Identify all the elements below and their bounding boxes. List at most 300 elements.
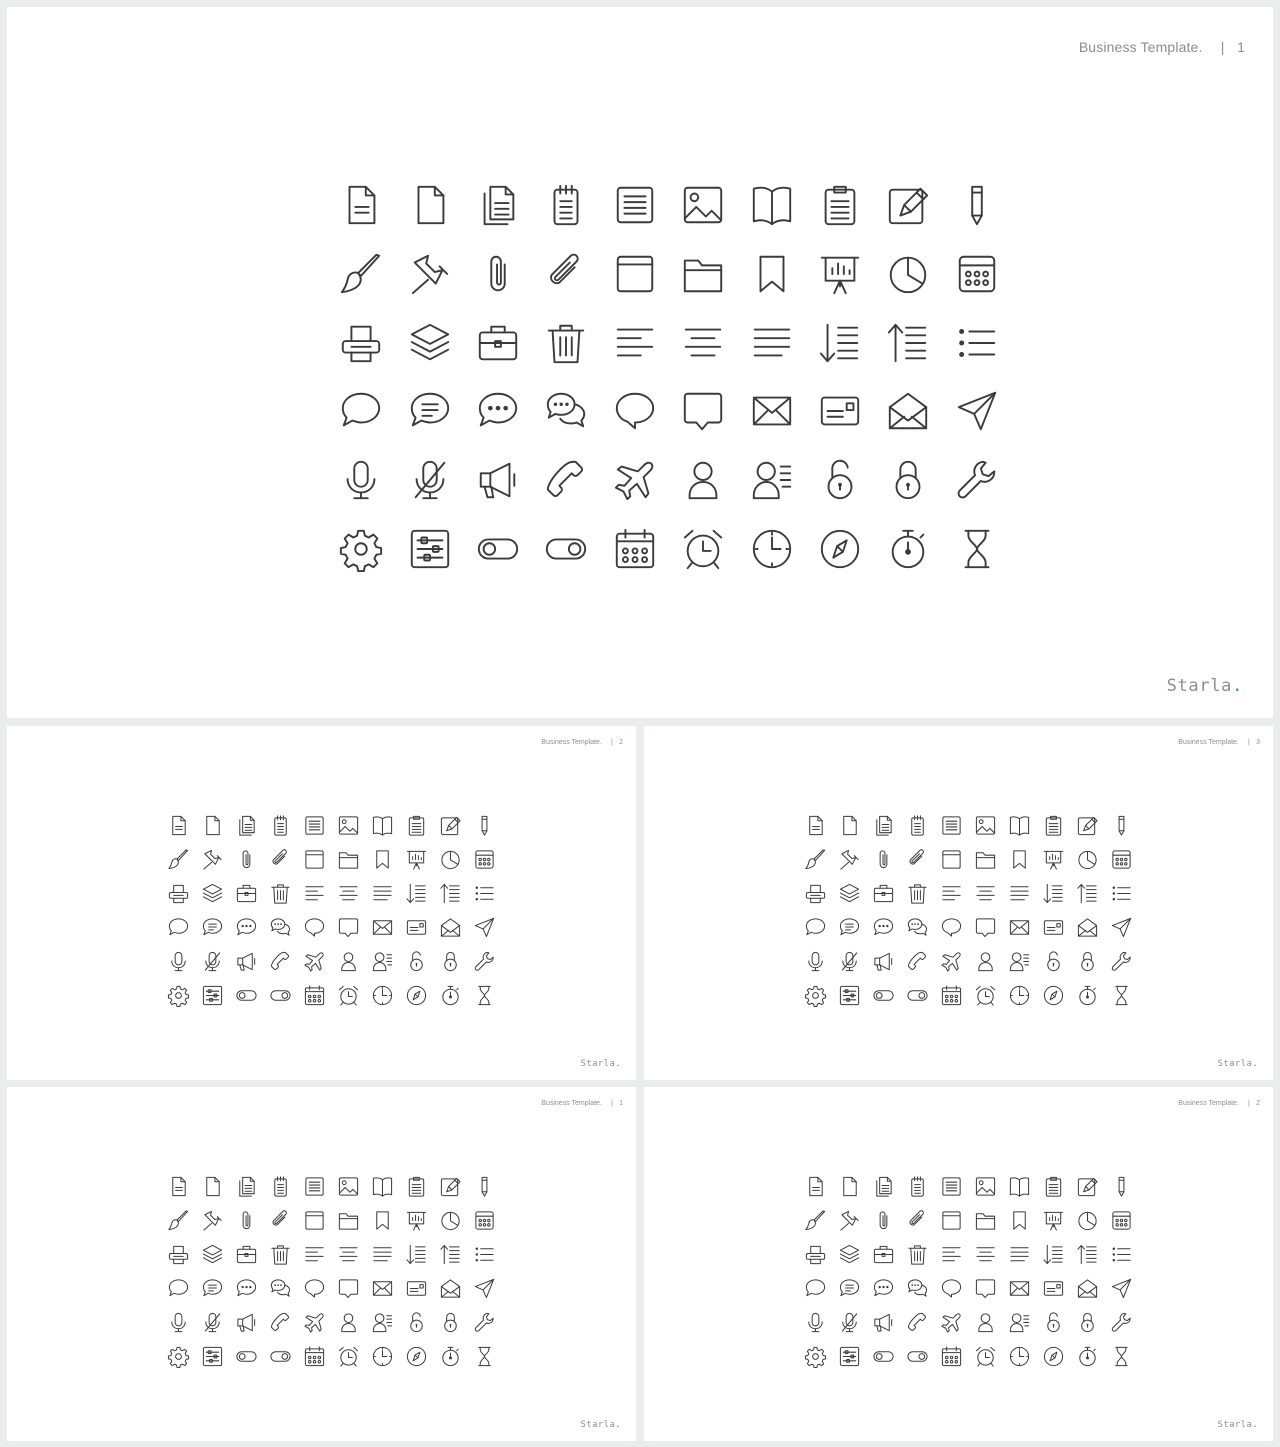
book-icon <box>1003 808 1037 842</box>
document-icon <box>798 1169 832 1203</box>
toggle-off-icon <box>464 514 532 583</box>
speech-bubble-alt-icon <box>297 1272 331 1306</box>
header-separator: | <box>610 1100 613 1107</box>
sort-descending-icon <box>400 1237 434 1271</box>
user-list-icon <box>366 945 400 979</box>
window-icon <box>934 842 968 876</box>
mail-icon <box>366 1272 400 1306</box>
postcard-icon <box>1037 1272 1071 1306</box>
toggle-off-icon <box>866 979 900 1013</box>
send-icon <box>1105 911 1139 945</box>
image-icon <box>331 808 365 842</box>
sort-descending-icon <box>1037 1237 1071 1271</box>
clipboard-icon <box>1037 1169 1071 1203</box>
copy-documents-icon <box>464 171 532 240</box>
bookmark-icon <box>1003 842 1037 876</box>
open-mail-icon <box>874 377 942 446</box>
briefcase-icon <box>866 1237 900 1271</box>
pencil-icon <box>1105 808 1139 842</box>
clipboard-icon <box>806 171 874 240</box>
speech-bubble-icon <box>161 1272 195 1306</box>
microphone-mute-icon <box>395 446 463 515</box>
wrench-icon <box>468 1306 502 1340</box>
layers-icon <box>832 1237 866 1271</box>
calendar-icon <box>297 1340 331 1374</box>
pushpin-icon <box>195 842 229 876</box>
book-icon <box>366 1169 400 1203</box>
paperclip-diagonal-icon <box>900 842 934 876</box>
page-number: 1 <box>1237 39 1245 55</box>
brand-name: Starla <box>1217 1059 1253 1069</box>
pie-chart-icon <box>434 842 468 876</box>
postcard-icon <box>1037 911 1071 945</box>
phone-icon <box>900 945 934 979</box>
slide-thumbnail-2[interactable] <box>644 726 1273 1080</box>
user-icon <box>331 1306 365 1340</box>
notepad-icon <box>263 1169 297 1203</box>
microphone-mute-icon <box>195 1306 229 1340</box>
toggle-off-icon <box>229 979 263 1013</box>
clock-icon <box>737 514 805 583</box>
microphone-icon <box>798 945 832 979</box>
square-bubble-icon <box>669 377 737 446</box>
pie-chart-icon <box>1071 1203 1105 1237</box>
trash-icon <box>263 1237 297 1271</box>
chat-dots-icon <box>229 1272 263 1306</box>
folder-icon <box>331 842 365 876</box>
align-center-icon <box>331 1237 365 1271</box>
microphone-icon <box>798 1306 832 1340</box>
bookmark-icon <box>737 240 805 309</box>
paperclip-icon <box>229 842 263 876</box>
lock-icon <box>434 1306 468 1340</box>
mail-icon <box>737 377 805 446</box>
stopwatch-icon <box>434 979 468 1013</box>
align-left-icon <box>934 876 968 910</box>
wrench-icon <box>1105 945 1139 979</box>
brand-logo <box>581 1420 621 1430</box>
printer-icon <box>798 1237 832 1271</box>
sliders-icon <box>195 1340 229 1374</box>
copy-documents-icon <box>866 1169 900 1203</box>
megaphone-icon <box>866 1306 900 1340</box>
phone-icon <box>263 1306 297 1340</box>
alarm-clock-icon <box>669 514 737 583</box>
chat-text-icon <box>195 1272 229 1306</box>
microphone-mute-icon <box>195 945 229 979</box>
airplane-icon <box>297 1306 331 1340</box>
unlock-icon <box>400 945 434 979</box>
header-separator: | <box>610 739 613 746</box>
icon-grid <box>161 808 502 1013</box>
blank-page-icon <box>395 171 463 240</box>
slide-header <box>1178 739 1260 746</box>
header-title: Business Template. <box>541 739 602 746</box>
clock-icon <box>366 979 400 1013</box>
chat-text-icon <box>195 911 229 945</box>
notepad-icon <box>900 1169 934 1203</box>
megaphone-icon <box>229 945 263 979</box>
alarm-clock-icon <box>968 979 1002 1013</box>
window-icon <box>934 1203 968 1237</box>
layers-icon <box>832 876 866 910</box>
text-document-icon <box>297 1169 331 1203</box>
copy-documents-icon <box>229 808 263 842</box>
trash-icon <box>532 308 600 377</box>
lock-icon <box>1071 945 1105 979</box>
window-icon <box>601 240 669 309</box>
postcard-icon <box>400 1272 434 1306</box>
slide-thumbnail-1[interactable] <box>7 726 636 1080</box>
pencil-icon <box>468 1169 502 1203</box>
header-title: Business Template. <box>541 1100 602 1107</box>
unlock-icon <box>400 1306 434 1340</box>
compass-icon <box>1037 1340 1071 1374</box>
user-icon <box>968 1306 1002 1340</box>
folder-icon <box>669 240 737 309</box>
square-bubble-icon <box>968 1272 1002 1306</box>
clock-icon <box>1003 1340 1037 1374</box>
presentation-chart-icon <box>400 1203 434 1237</box>
page-number: 2 <box>1256 1100 1260 1107</box>
mail-icon <box>1003 911 1037 945</box>
gear-icon <box>327 514 395 583</box>
icon-grid <box>161 1169 502 1374</box>
stopwatch-icon <box>434 1340 468 1374</box>
paperclip-icon <box>464 240 532 309</box>
chat-text-icon <box>832 1272 866 1306</box>
align-justify-icon <box>366 876 400 910</box>
folder-icon <box>968 842 1002 876</box>
paperclip-diagonal-icon <box>900 1203 934 1237</box>
postcard-icon <box>400 911 434 945</box>
presentation-chart-icon <box>1037 1203 1071 1237</box>
align-center-icon <box>331 876 365 910</box>
document-icon <box>327 171 395 240</box>
user-icon <box>331 945 365 979</box>
hourglass-icon <box>1105 1340 1139 1374</box>
brand-dot: . <box>615 1420 621 1430</box>
text-document-icon <box>297 808 331 842</box>
lock-icon <box>1071 1306 1105 1340</box>
layers-icon <box>195 1237 229 1271</box>
brand-name: Starla <box>580 1059 616 1069</box>
microphone-mute-icon <box>832 945 866 979</box>
pushpin-icon <box>395 240 463 309</box>
alarm-clock-icon <box>331 1340 365 1374</box>
slide-thumbnail-3[interactable] <box>7 1087 636 1441</box>
calculator-icon <box>943 240 1011 309</box>
speech-bubble-icon <box>798 1272 832 1306</box>
conversation-icon <box>900 1272 934 1306</box>
conversation-icon <box>263 911 297 945</box>
speech-bubble-icon <box>161 911 195 945</box>
hourglass-icon <box>1105 979 1139 1013</box>
brush-icon <box>327 240 395 309</box>
user-list-icon <box>366 1306 400 1340</box>
bookmark-icon <box>366 1203 400 1237</box>
header-title: Business Template. <box>1178 1100 1239 1107</box>
align-justify-icon <box>1003 1237 1037 1271</box>
user-list-icon <box>737 446 805 515</box>
brand-name: Starla <box>1217 1420 1253 1430</box>
lock-icon <box>874 446 942 515</box>
wrench-icon <box>943 446 1011 515</box>
chat-dots-icon <box>464 377 532 446</box>
align-justify-icon <box>366 1237 400 1271</box>
notepad-icon <box>900 808 934 842</box>
bullet-list-icon <box>468 1237 502 1271</box>
edit-icon <box>434 1169 468 1203</box>
chat-dots-icon <box>229 911 263 945</box>
microphone-icon <box>161 1306 195 1340</box>
paperclip-diagonal-icon <box>532 240 600 309</box>
open-mail-icon <box>434 911 468 945</box>
stopwatch-icon <box>1071 1340 1105 1374</box>
book-icon <box>1003 1169 1037 1203</box>
phone-icon <box>900 1306 934 1340</box>
calculator-icon <box>1105 1203 1139 1237</box>
brush-icon <box>161 842 195 876</box>
edit-icon <box>1071 1169 1105 1203</box>
speech-bubble-alt-icon <box>934 911 968 945</box>
pie-chart-icon <box>434 1203 468 1237</box>
megaphone-icon <box>229 1306 263 1340</box>
square-bubble-icon <box>331 911 365 945</box>
airplane-icon <box>934 945 968 979</box>
toggle-off-icon <box>866 1340 900 1374</box>
brand-logo <box>1218 1059 1258 1069</box>
sort-ascending-icon <box>1071 876 1105 910</box>
toggle-on-icon <box>263 979 297 1013</box>
notepad-icon <box>263 808 297 842</box>
speech-bubble-alt-icon <box>297 911 331 945</box>
conversation-icon <box>900 911 934 945</box>
speech-bubble-icon <box>327 377 395 446</box>
bullet-list-icon <box>1105 1237 1139 1271</box>
lock-icon <box>434 945 468 979</box>
presentation-chart-icon <box>1037 842 1071 876</box>
align-justify-icon <box>737 308 805 377</box>
brand-logo <box>1218 1420 1258 1430</box>
stopwatch-icon <box>1071 979 1105 1013</box>
alarm-clock-icon <box>968 1340 1002 1374</box>
toggle-on-icon <box>532 514 600 583</box>
trash-icon <box>900 876 934 910</box>
book-icon <box>366 808 400 842</box>
airplane-icon <box>601 446 669 515</box>
hourglass-icon <box>468 979 502 1013</box>
document-icon <box>161 1169 195 1203</box>
toggle-off-icon <box>229 1340 263 1374</box>
sort-descending-icon <box>1037 876 1071 910</box>
edit-icon <box>1071 808 1105 842</box>
compass-icon <box>400 979 434 1013</box>
align-left-icon <box>297 1237 331 1271</box>
icon-grid <box>327 171 1011 583</box>
text-document-icon <box>934 1169 968 1203</box>
brand-name: Starla <box>580 1420 616 1430</box>
slide-header <box>1178 1100 1260 1107</box>
slide-main[interactable] <box>7 7 1273 718</box>
copy-documents-icon <box>229 1169 263 1203</box>
send-icon <box>468 1272 502 1306</box>
gear-icon <box>161 1340 195 1374</box>
brush-icon <box>798 1203 832 1237</box>
pushpin-icon <box>832 1203 866 1237</box>
user-list-icon <box>1003 1306 1037 1340</box>
user-list-icon <box>1003 945 1037 979</box>
blank-page-icon <box>195 1169 229 1203</box>
printer-icon <box>161 876 195 910</box>
window-icon <box>297 1203 331 1237</box>
paperclip-icon <box>229 1203 263 1237</box>
trash-icon <box>263 876 297 910</box>
microphone-mute-icon <box>832 1306 866 1340</box>
pie-chart-icon <box>1071 842 1105 876</box>
bullet-list-icon <box>1105 876 1139 910</box>
calculator-icon <box>468 842 502 876</box>
square-bubble-icon <box>331 1272 365 1306</box>
calendar-icon <box>934 979 968 1013</box>
send-icon <box>943 377 1011 446</box>
speech-bubble-alt-icon <box>934 1272 968 1306</box>
brand-dot: . <box>615 1059 621 1069</box>
header-separator: | <box>1220 39 1225 55</box>
bullet-list-icon <box>468 876 502 910</box>
gear-icon <box>798 979 832 1013</box>
megaphone-icon <box>464 446 532 515</box>
compass-icon <box>1037 979 1071 1013</box>
header-separator: | <box>1247 739 1250 746</box>
notepad-icon <box>532 171 600 240</box>
brand-logo <box>581 1059 621 1069</box>
align-center-icon <box>669 308 737 377</box>
align-left-icon <box>934 1237 968 1271</box>
clipboard-icon <box>400 808 434 842</box>
blank-page-icon <box>832 808 866 842</box>
layers-icon <box>195 876 229 910</box>
briefcase-icon <box>464 308 532 377</box>
mail-icon <box>1003 1272 1037 1306</box>
toggle-on-icon <box>263 1340 297 1374</box>
paperclip-diagonal-icon <box>263 1203 297 1237</box>
icon-grid <box>798 808 1139 1013</box>
sliders-icon <box>832 979 866 1013</box>
unlock-icon <box>1037 1306 1071 1340</box>
paperclip-icon <box>866 1203 900 1237</box>
clipboard-icon <box>400 1169 434 1203</box>
toggle-on-icon <box>900 1340 934 1374</box>
airplane-icon <box>934 1306 968 1340</box>
paperclip-icon <box>866 842 900 876</box>
brand-dot: . <box>1252 1420 1258 1430</box>
conversation-icon <box>263 1272 297 1306</box>
speech-bubble-alt-icon <box>601 377 669 446</box>
unlock-icon <box>806 446 874 515</box>
folder-icon <box>331 1203 365 1237</box>
edit-icon <box>434 808 468 842</box>
paperclip-diagonal-icon <box>263 842 297 876</box>
send-icon <box>1105 1272 1139 1306</box>
page-number: 1 <box>619 1100 623 1107</box>
sort-descending-icon <box>400 876 434 910</box>
image-icon <box>968 808 1002 842</box>
brand-dot: . <box>1232 676 1243 696</box>
wrench-icon <box>1105 1306 1139 1340</box>
sort-ascending-icon <box>434 1237 468 1271</box>
sort-ascending-icon <box>874 308 942 377</box>
conversation-icon <box>532 377 600 446</box>
image-icon <box>331 1169 365 1203</box>
document-icon <box>798 808 832 842</box>
open-mail-icon <box>1071 911 1105 945</box>
pencil-icon <box>468 808 502 842</box>
printer-icon <box>327 308 395 377</box>
header-separator: | <box>1247 1100 1250 1107</box>
chat-text-icon <box>832 911 866 945</box>
alarm-clock-icon <box>331 979 365 1013</box>
compass-icon <box>400 1340 434 1374</box>
mail-icon <box>366 911 400 945</box>
layers-icon <box>395 308 463 377</box>
briefcase-icon <box>229 876 263 910</box>
window-icon <box>297 842 331 876</box>
slide-header <box>541 739 623 746</box>
microphone-icon <box>161 945 195 979</box>
briefcase-icon <box>229 1237 263 1271</box>
unlock-icon <box>1037 945 1071 979</box>
align-left-icon <box>297 876 331 910</box>
printer-icon <box>161 1237 195 1271</box>
printer-icon <box>798 876 832 910</box>
phone-icon <box>263 945 297 979</box>
send-icon <box>468 911 502 945</box>
stopwatch-icon <box>874 514 942 583</box>
sort-ascending-icon <box>1071 1237 1105 1271</box>
postcard-icon <box>806 377 874 446</box>
slide-header <box>1079 39 1245 55</box>
sort-ascending-icon <box>434 876 468 910</box>
hourglass-icon <box>468 1340 502 1374</box>
align-center-icon <box>968 1237 1002 1271</box>
slide-thumbnail-4[interactable] <box>644 1087 1273 1441</box>
calendar-icon <box>934 1340 968 1374</box>
megaphone-icon <box>866 945 900 979</box>
folder-icon <box>968 1203 1002 1237</box>
calendar-icon <box>601 514 669 583</box>
document-icon <box>161 808 195 842</box>
bookmark-icon <box>366 842 400 876</box>
speech-bubble-icon <box>798 911 832 945</box>
wrench-icon <box>468 945 502 979</box>
bookmark-icon <box>1003 1203 1037 1237</box>
user-icon <box>968 945 1002 979</box>
brush-icon <box>798 842 832 876</box>
image-icon <box>669 171 737 240</box>
blank-page-icon <box>195 808 229 842</box>
presentation-chart-icon <box>400 842 434 876</box>
bullet-list-icon <box>943 308 1011 377</box>
pie-chart-icon <box>874 240 942 309</box>
pushpin-icon <box>195 1203 229 1237</box>
pushpin-icon <box>832 842 866 876</box>
microphone-icon <box>327 446 395 515</box>
open-mail-icon <box>434 1272 468 1306</box>
slide-header <box>541 1100 623 1107</box>
gear-icon <box>798 1340 832 1374</box>
copy-documents-icon <box>866 808 900 842</box>
